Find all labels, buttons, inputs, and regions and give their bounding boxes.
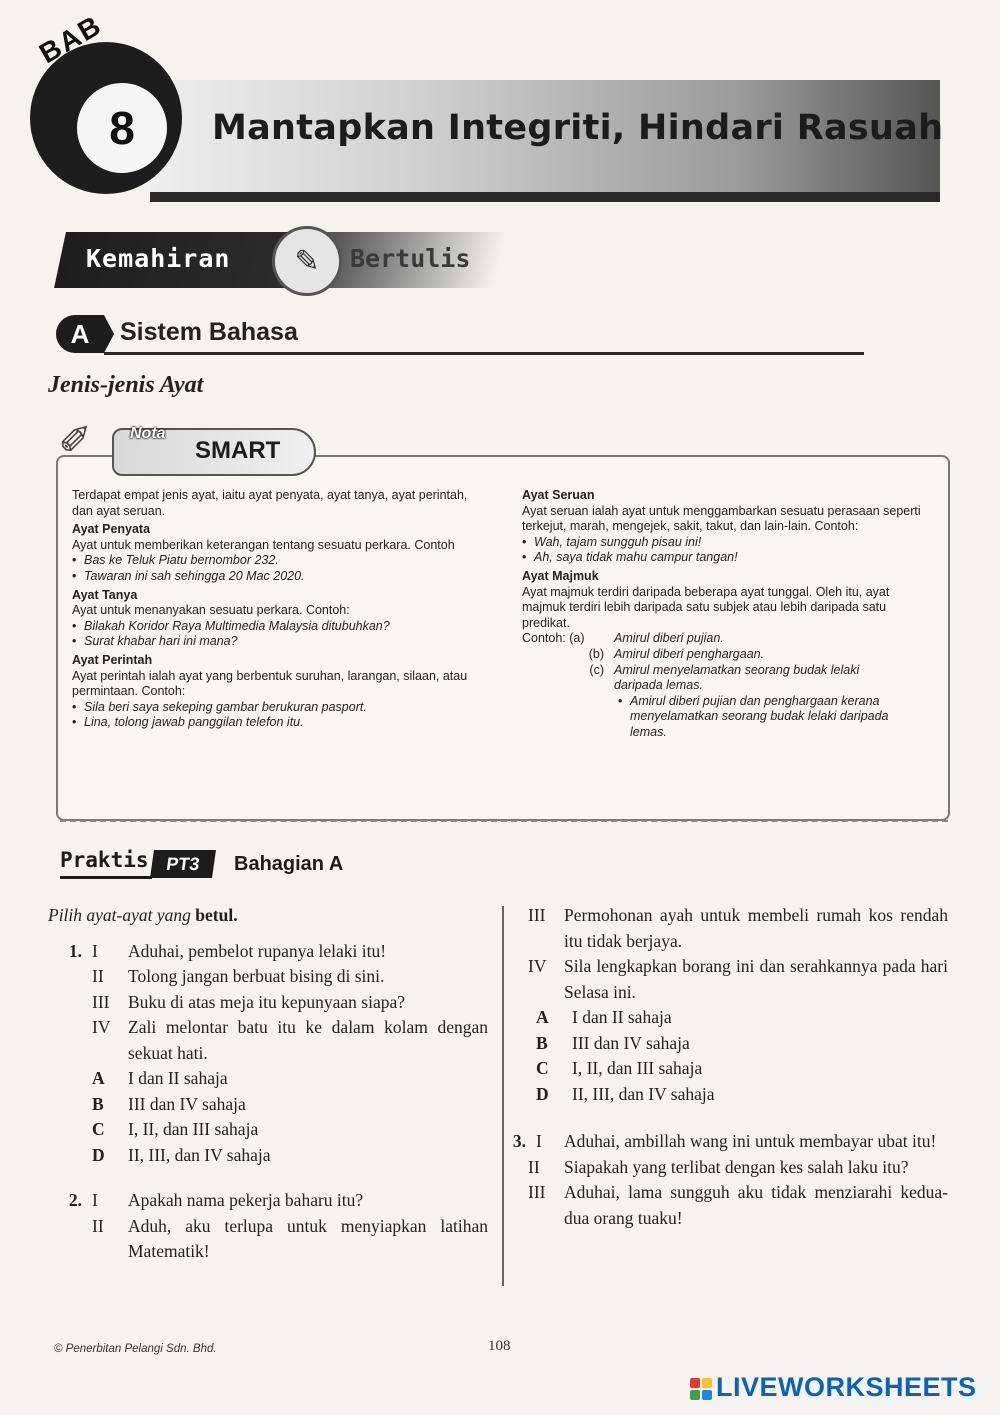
majmuk-heading: Ayat Majmuk [522, 568, 599, 583]
question-item [48, 1214, 488, 1265]
tanya-heading: Ayat Tanya [72, 587, 138, 602]
option-letter: A [536, 1007, 549, 1027]
perintah-example: • Sila beri saya sekeping gambar berukuran pasport. [72, 700, 484, 716]
section-divider [104, 352, 864, 355]
roman-numeral: III [92, 991, 110, 1012]
tanya-example: • Surat khabar hari ini mana? [72, 634, 484, 650]
nota-intro: Terdapat empat jenis ayat, iaitu ayat penyata, ayat tanya, ayat perintah, dan ayat seruan. [72, 488, 468, 518]
nota-right-column [522, 488, 930, 741]
seruan-desc: Ayat seruan ialah ayat untuk menggambarkan sesuatu perasaan seperti terkejut, marah, mengejek, sakit, takut, dan lain-lain. Contoh: [522, 503, 921, 534]
nota-tag-big: SMART [195, 437, 281, 464]
answer-option[interactable] [92, 1066, 488, 1092]
praktis-label: Praktis [60, 848, 149, 872]
answer-option[interactable] [536, 1031, 948, 1057]
perintah-heading: Ayat Perintah [72, 652, 153, 667]
statement-text: Aduhai, ambillah wang ini untuk membayar ubat itu! [564, 1131, 937, 1151]
option-text: I, II, dan III sahaja [128, 1119, 259, 1139]
majmuk-label: (c) [589, 662, 604, 677]
liveworksheets-logo-icon [690, 1378, 712, 1400]
option-text: I dan II sahaja [572, 1007, 672, 1027]
option-text: III dan IV sahaja [128, 1093, 246, 1114]
penyata-example: • Tawaran ini sah sehingga 20 Mac 2020. [72, 569, 484, 585]
answer-option[interactable] [92, 1143, 488, 1169]
option-text: II, III, dan IV sahaja [128, 1144, 271, 1165]
question-item [528, 1180, 948, 1231]
question-item [48, 1188, 488, 1214]
question-number: 3. [512, 1131, 526, 1151]
liveworksheets-brand[interactable]: LIVEWORKSHEETS [716, 1372, 977, 1402]
answer-option[interactable] [536, 1082, 948, 1108]
praktis-underline [60, 876, 152, 879]
majmuk-combined: • Amirul diberi pujian dan penghargaan kerana menyelamatkan seorang budak lelaki daripada lemas. [522, 694, 930, 741]
question-number: 2. [68, 1190, 82, 1210]
majmuk-text: Amirul menyelamatkan seorang budak lelaki daripada lemas. [614, 662, 860, 693]
question-item [48, 964, 488, 990]
perintah-example: • Lina, tolong jawab panggilan telefon itu. [72, 715, 484, 731]
majmuk-label: (b) [588, 646, 604, 661]
chapter-number: 8 [74, 80, 170, 176]
seruan-heading: Ayat Seruan [522, 488, 595, 502]
bahagian-label: Bahagian A [234, 853, 344, 875]
chapter-title: Mantapkan Integriti, Hindari Rasuah [212, 108, 944, 148]
nota-divider [60, 820, 948, 822]
roman-numeral: III [528, 905, 546, 925]
question-item [528, 954, 948, 1005]
option-letter: B [536, 1032, 548, 1053]
column-divider [502, 906, 504, 1286]
option-letter: C [92, 1119, 105, 1139]
pencil-paper-icon: ✎ [272, 226, 342, 296]
questions-right-column [512, 903, 948, 1231]
question-item [528, 1155, 948, 1181]
option-text: I, II, dan III sahaja [572, 1058, 703, 1078]
answer-option[interactable] [92, 1117, 488, 1143]
seruan-example: • Ah, saya tidak mahu campur tangan! [522, 550, 930, 566]
statement-text: Sila lengkapkan borang ini dan serahkannya pada hari Selasa ini. [564, 956, 948, 1002]
majmuk-example-a [522, 631, 930, 647]
roman-numeral: I [92, 1190, 98, 1210]
roman-numeral: I [92, 940, 98, 961]
majmuk-text: Amirul diberi pujian. [614, 631, 724, 646]
penyata-desc: Ayat untuk memberikan keterangan tentang sesuatu perkara. Contoh [72, 537, 455, 552]
answer-option[interactable] [92, 1092, 488, 1118]
notebook-icon: ✐ [58, 419, 92, 463]
roman-numeral: II [528, 1156, 540, 1177]
majmuk-desc: Ayat majmuk terdiri daripada beberapa ayat tunggal. Oleh itu, ayat majmuk terdiri lebih daripada satu subjek atau lebih daripada satu predikat. [522, 584, 890, 630]
tanya-desc: Ayat untuk menanyakan sesuatu perkara. Contoh: [72, 603, 350, 618]
majmuk-text: Amirul diberi penghargaan. [614, 646, 765, 661]
skill-banner-left: Kemahiran [86, 244, 231, 273]
majmuk-example-c [522, 663, 930, 694]
subheading: Jenis-jenis Ayat [48, 372, 204, 398]
nota-tag-small: Nota [130, 425, 166, 442]
option-letter: B [92, 1093, 104, 1114]
roman-numeral: II [92, 1215, 104, 1236]
question-item [528, 903, 948, 954]
penyata-heading: Ayat Penyata [72, 522, 151, 537]
question-item [48, 1015, 488, 1066]
roman-numeral: II [92, 966, 104, 986]
statement-text: Aduhai, lama sungguh aku tidak menziarahi kedua-dua orang tuaku! [564, 1182, 948, 1228]
question-number: 1. [68, 940, 82, 961]
option-letter: C [536, 1058, 549, 1078]
instruction-bold: betul. [195, 905, 238, 925]
nota-left-column [72, 488, 484, 731]
instruction-italic: Pilih ayat-ayat yang [48, 905, 191, 925]
skill-banner-right: Bertulis [350, 244, 471, 273]
publisher-credit: © Penerbitan Pelangi Sdn. Bhd. [54, 1343, 217, 1355]
option-letter: D [92, 1144, 105, 1165]
question-item [492, 1129, 948, 1155]
instruction [48, 903, 488, 929]
section-title: Sistem Bahasa [120, 318, 298, 346]
statement-text: Aduh, aku terlupa untuk menyiapkan latihan Matematik! [128, 1215, 488, 1261]
answer-option[interactable] [536, 1056, 948, 1082]
option-text: III dan IV sahaja [572, 1032, 690, 1053]
majmuk-example-b [522, 647, 930, 663]
statement-text: Zali melontar batu itu ke dalam kolam dengan sekuat hati. [128, 1017, 488, 1063]
answer-option[interactable] [536, 1005, 948, 1031]
option-text: I dan II sahaja [128, 1068, 228, 1088]
bab-label: BAB [34, 8, 108, 70]
statement-text: Tolong jangan berbuat bising di sini. [128, 966, 385, 986]
roman-numeral: IV [528, 956, 547, 976]
statement-text: Buku di atas meja itu kepunyaan siapa? [128, 991, 406, 1012]
pt3-badge: PT3 [150, 850, 216, 878]
statement-text: Permohonan ayah untuk membeli rumah kos rendah itu tidak berjaya. [564, 905, 948, 951]
perintah-desc: Ayat perintah ialah ayat yang berbentuk suruhan, larangan, silaan, atau permintaan. Contoh: [72, 668, 468, 699]
roman-numeral: III [528, 1182, 546, 1202]
questions-left-column [48, 903, 488, 1265]
section-badge: A [56, 315, 104, 353]
statement-text: Siapakah yang terlibat dengan kes salah laku itu? [564, 1156, 909, 1177]
option-text: II, III, dan IV sahaja [572, 1083, 715, 1104]
section-badge-arrow [104, 315, 114, 353]
question-item [48, 990, 488, 1016]
option-letter: A [92, 1068, 105, 1088]
question-item [48, 939, 488, 965]
roman-numeral: IV [92, 1017, 111, 1037]
statement-text: Apakah nama pekerja baharu itu? [128, 1190, 364, 1210]
penyata-example: • Bas ke Teluk Piatu bernombor 232. [72, 553, 484, 569]
page-number: 108 [488, 1338, 511, 1354]
seruan-example: • Wah, tajam sungguh pisau ini! [522, 535, 930, 551]
statement-text: Aduhai, pembelot rupanya lelaki itu! [128, 940, 387, 961]
roman-numeral: I [536, 1131, 542, 1151]
tanya-example: • Bilakah Koridor Raya Multimedia Malaysia ditubuhkan? [72, 619, 484, 635]
option-letter: D [536, 1083, 549, 1104]
majmuk-label: Contoh: (a) [522, 631, 585, 646]
